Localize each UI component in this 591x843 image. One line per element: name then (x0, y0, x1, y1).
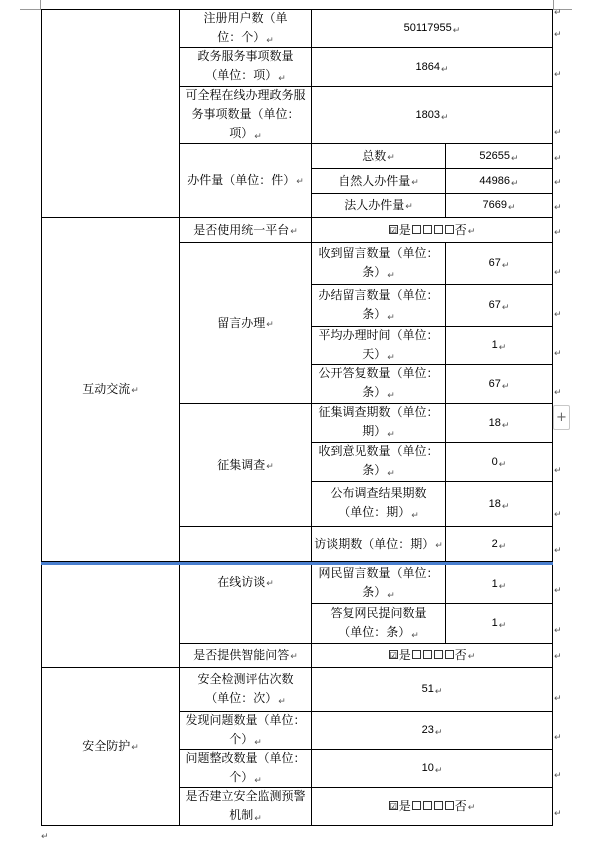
label-handled-legal: 法人办件量 ↵ (344, 198, 413, 212)
value-online-items: 1803 ↵ (415, 108, 449, 122)
row-end-mark: ↵ (554, 388, 562, 398)
label-service-items: 政务服务事项数量（单位：项）↵ (197, 49, 294, 84)
value-interview-periods: 2 ↵ (491, 537, 507, 551)
label-online-items: 可全程在线办理政务服务事项数量（单位：项）↵ (185, 87, 306, 142)
value-handled-total: 52655 ↵ (479, 149, 519, 163)
row-end-mark: ↵ (554, 228, 562, 238)
checked-box-icon: ☑ (389, 651, 397, 660)
label-survey: 征集调查 ↵ (217, 457, 274, 472)
label-online-interview: 在线访谈 ↵ (217, 575, 274, 589)
label-messages-avg-time: 平均办理时间（单位：天）↵ (318, 327, 439, 363)
label-messages: 留言办理 ↵ (217, 315, 274, 330)
row-end-mark: ↵ (554, 771, 562, 781)
value-handled-legal: 7669 ↵ (482, 199, 516, 212)
choice-smart-qa: ☑ 是 否 ↵ (389, 648, 476, 662)
row-end-mark: ↵ (554, 626, 562, 636)
empty-box-icon (434, 650, 443, 659)
value-service-items: 1864 ↵ (415, 60, 449, 74)
row-end-mark: ↵ (554, 310, 562, 320)
empty-box-icon (423, 225, 432, 234)
row-end-mark: ↵ (554, 8, 562, 18)
section-interaction: 互动交流 ↵ (82, 382, 139, 396)
label-assess: 安全检测评估次数（单位：次）↵ (197, 671, 294, 707)
label-handled-total: 总数 ↵ (362, 148, 395, 163)
value-assess: 51 ↵ (421, 683, 443, 696)
crop-mark-top-left (20, 0, 41, 10)
add-row-button[interactable]: + (553, 405, 570, 430)
row-end-mark: ↵ (554, 733, 562, 743)
label-unified-platform: 是否使用统一平台 ↵ (193, 222, 298, 237)
label-netizen-messages: 网民留言数量（单位：条）↵ (318, 566, 439, 601)
empty-box-icon (412, 801, 421, 810)
empty-box-icon (412, 225, 421, 234)
section-security: 安全防护 ↵ (82, 739, 139, 753)
checked-box-icon: ☑ (389, 802, 397, 811)
row-end-mark: ↵ (554, 128, 562, 138)
label-survey-periods: 征集调查期数（单位：期）↵ (318, 405, 439, 440)
empty-box-icon (412, 650, 421, 659)
empty-box-icon (445, 650, 454, 659)
value-messages-avg-time: 1 ↵ (491, 339, 507, 352)
checked-box-icon: ☑ (389, 225, 397, 235)
label-found: 发现问题数量（单位：个）↵ (185, 712, 306, 748)
row-end-mark: ↵ (554, 510, 562, 520)
empty-box-icon (423, 650, 432, 659)
row-end-mark: ↵ (41, 832, 49, 842)
label-handled: 办件量（单位：件） ↵ (187, 173, 304, 187)
empty-box-icon (445, 801, 454, 810)
value-found: 23 ↵ (421, 724, 443, 737)
label-answered: 答复网民提问数量（单位：条）↵ (330, 605, 427, 641)
value-answered: 1 ↵ (491, 617, 507, 630)
label-messages-public: 公开答复数量（单位：条）↵ (318, 366, 439, 401)
row-end-mark: ↵ (554, 70, 562, 80)
label-handled-natural: 自然人办件量 ↵ (338, 173, 419, 188)
value-messages-received: 67 ↵ (488, 257, 510, 270)
row-end-mark: ↵ (554, 154, 562, 164)
row-end-mark: ↵ (554, 466, 562, 476)
empty-box-icon (434, 801, 443, 810)
value-fixed: 10 ↵ (421, 762, 443, 775)
label-smart-qa: 是否提供智能问答 ↵ (193, 648, 298, 662)
value-survey-periods: 18 ↵ (488, 416, 510, 430)
row-end-mark: ↵ (554, 268, 562, 278)
choice-monitor: ☑ 是 否 ↵ (389, 799, 476, 813)
label-messages-closed: 办结留言数量（单位：条）↵ (318, 287, 439, 323)
row-end-mark: ↵ (554, 546, 562, 556)
value-messages-public: 67 ↵ (488, 377, 510, 391)
value-messages-closed: 67 ↵ (488, 299, 510, 312)
row-end-mark: ↵ (554, 809, 562, 819)
label-monitor: 是否建立安全监测预警机制↵ (185, 788, 306, 824)
label-survey-opinions: 收到意见数量（单位：条）↵ (318, 444, 439, 479)
value-handled-natural: 44986 ↵ (479, 174, 519, 188)
value-survey-opinions: 0 ↵ (491, 455, 507, 469)
row-end-mark: ↵ (554, 694, 562, 704)
empty-box-icon (445, 225, 454, 234)
row-end-mark: ↵ (554, 586, 562, 596)
choice-unified-platform: ☑ 是 否 ↵ (389, 222, 476, 237)
label-registered-users: 注册用户数（单位：个）↵ (203, 10, 288, 46)
value-registered-users: 50117955 ↵ (403, 22, 461, 35)
row-end-mark: ↵ (554, 652, 562, 662)
label-interview-periods: 访谈期数（单位：期） ↵ (314, 536, 443, 551)
value-netizen-messages: 1 ↵ (491, 577, 507, 591)
empty-box-icon (423, 801, 432, 810)
label-messages-received: 收到留言数量（单位：条）↵ (318, 245, 439, 281)
value-survey-results: 18 ↵ (488, 497, 510, 511)
row-end-mark: ↵ (554, 349, 562, 359)
row-end-mark: ↵ (554, 30, 562, 40)
row-end-mark: ↵ (554, 203, 562, 213)
row-end-mark: ↵ (554, 178, 562, 188)
empty-box-icon (434, 225, 443, 234)
label-fixed: 问题整改数量（单位：个）↵ (185, 750, 306, 786)
label-survey-results: 公布调查结果期数（单位：期）↵ (330, 486, 427, 521)
